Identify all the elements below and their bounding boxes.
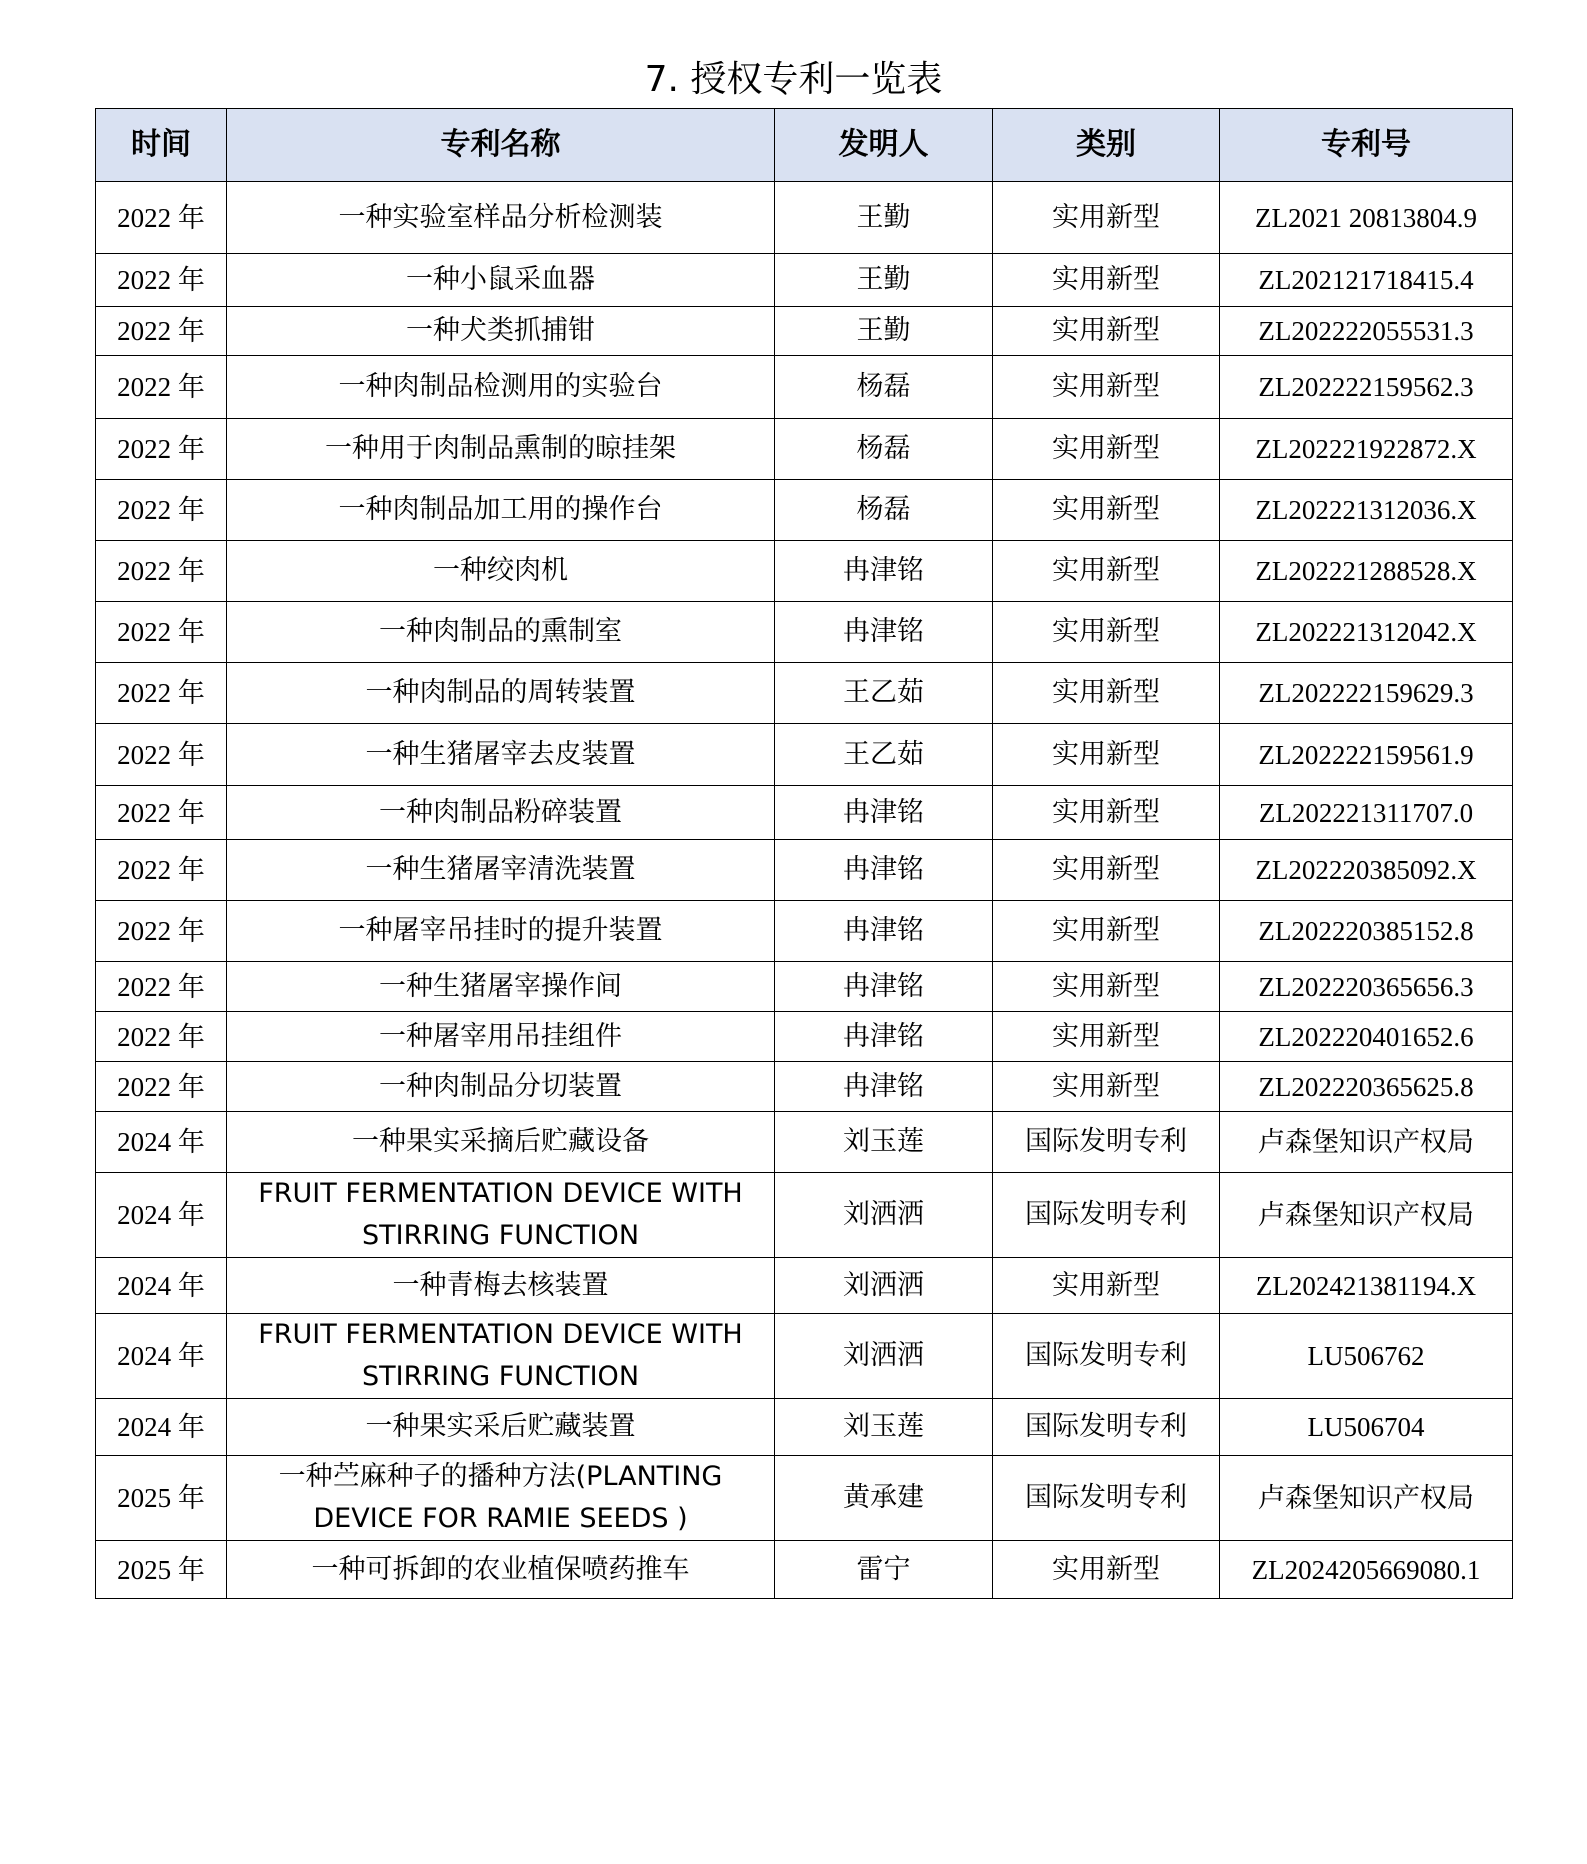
cell-category: 实用新型 bbox=[993, 182, 1220, 254]
cell-inventor: 杨磊 bbox=[775, 356, 993, 419]
table-row bbox=[96, 254, 1513, 307]
cell-time: 2024 年 bbox=[96, 1112, 227, 1173]
table-row bbox=[96, 602, 1513, 663]
cell-patent-number: ZL202221312042.X bbox=[1220, 602, 1513, 663]
cell-patent-name: 一种肉制品的熏制室 bbox=[227, 602, 775, 663]
cell-inventor: 刘玉莲 bbox=[775, 1399, 993, 1456]
cell-inventor: 杨磊 bbox=[775, 480, 993, 541]
cell-category: 实用新型 bbox=[993, 356, 1220, 419]
cell-patent-number: LU506704 bbox=[1220, 1399, 1513, 1456]
cell-time: 2022 年 bbox=[96, 840, 227, 901]
cell-patent-name: 一种可拆卸的农业植保喷药推车 bbox=[227, 1541, 775, 1599]
cell-category: 实用新型 bbox=[993, 254, 1220, 307]
cell-patent-name: 一种犬类抓捕钳 bbox=[227, 307, 775, 356]
cell-category: 实用新型 bbox=[993, 541, 1220, 602]
cell-time: 2022 年 bbox=[96, 962, 227, 1012]
cell-patent-name: 一种小鼠采血器 bbox=[227, 254, 775, 307]
cell-inventor: 冉津铭 bbox=[775, 602, 993, 663]
cell-inventor: 王乙茹 bbox=[775, 724, 993, 786]
cell-inventor: 刘洒洒 bbox=[775, 1258, 993, 1314]
cell-patent-name: FRUIT FERMENTATION DEVICE WITH STIRRING FUNCTION bbox=[227, 1173, 775, 1258]
cell-patent-number: ZL202220385092.X bbox=[1220, 840, 1513, 901]
cell-patent-number: ZL202221922872.X bbox=[1220, 419, 1513, 480]
cell-time: 2025 年 bbox=[96, 1456, 227, 1541]
cell-category: 实用新型 bbox=[993, 962, 1220, 1012]
cell-patent-number: ZL202221288528.X bbox=[1220, 541, 1513, 602]
cell-category: 国际发明专利 bbox=[993, 1456, 1220, 1541]
cell-patent-number: ZL202221311707.0 bbox=[1220, 786, 1513, 840]
cell-patent-name: 一种肉制品粉碎装置 bbox=[227, 786, 775, 840]
header-category: 类别 bbox=[993, 109, 1220, 182]
header-patent-name: 专利名称 bbox=[227, 109, 775, 182]
cell-inventor: 杨磊 bbox=[775, 419, 993, 480]
cell-inventor: 冉津铭 bbox=[775, 962, 993, 1012]
cell-time: 2022 年 bbox=[96, 254, 227, 307]
cell-category: 实用新型 bbox=[993, 1258, 1220, 1314]
cell-patent-number: 卢森堡知识产权局 bbox=[1220, 1456, 1513, 1541]
table-row bbox=[96, 1258, 1513, 1314]
cell-time: 2022 年 bbox=[96, 182, 227, 254]
cell-time: 2022 年 bbox=[96, 602, 227, 663]
cell-patent-number: ZL202222159629.3 bbox=[1220, 663, 1513, 724]
cell-category: 实用新型 bbox=[993, 602, 1220, 663]
header-patent-number: 专利号 bbox=[1220, 109, 1513, 182]
cell-patent-number: ZL202220401652.6 bbox=[1220, 1012, 1513, 1062]
cell-patent-name: 一种实验室样品分析检测装 bbox=[227, 182, 775, 254]
table-row bbox=[96, 1314, 1513, 1399]
cell-patent-name: 一种青梅去核装置 bbox=[227, 1258, 775, 1314]
cell-inventor: 王乙茹 bbox=[775, 663, 993, 724]
cell-category: 实用新型 bbox=[993, 724, 1220, 786]
cell-inventor: 冉津铭 bbox=[775, 840, 993, 901]
cell-patent-name: 一种果实采摘后贮藏设备 bbox=[227, 1112, 775, 1173]
cell-category: 实用新型 bbox=[993, 480, 1220, 541]
table-row bbox=[96, 786, 1513, 840]
table-row bbox=[96, 901, 1513, 962]
cell-inventor: 王勤 bbox=[775, 254, 993, 307]
cell-patent-number: ZL202220365656.3 bbox=[1220, 962, 1513, 1012]
cell-patent-name: 一种生猪屠宰操作间 bbox=[227, 962, 775, 1012]
cell-inventor: 雷宁 bbox=[775, 1541, 993, 1599]
header-inventor: 发明人 bbox=[775, 109, 993, 182]
page-title: 7. 授权专利一览表 bbox=[644, 59, 943, 100]
cell-time: 2024 年 bbox=[96, 1399, 227, 1456]
cell-patent-name: 一种肉制品加工用的操作台 bbox=[227, 480, 775, 541]
cell-time: 2022 年 bbox=[96, 356, 227, 419]
cell-patent-number: 卢森堡知识产权局 bbox=[1220, 1173, 1513, 1258]
cell-patent-number: ZL202121718415.4 bbox=[1220, 254, 1513, 307]
cell-patent-number: ZL202220365625.8 bbox=[1220, 1062, 1513, 1112]
cell-inventor: 冉津铭 bbox=[775, 786, 993, 840]
cell-patent-name: 一种苎麻种子的播种方法(PLANTING DEVICE FOR RAMIE SEEDS ) bbox=[227, 1456, 775, 1541]
cell-patent-name: 一种生猪屠宰清洗装置 bbox=[227, 840, 775, 901]
cell-time: 2022 年 bbox=[96, 1062, 227, 1112]
cell-time: 2022 年 bbox=[96, 541, 227, 602]
cell-patent-number: ZL202222055531.3 bbox=[1220, 307, 1513, 356]
cell-patent-name: 一种用于肉制品熏制的晾挂架 bbox=[227, 419, 775, 480]
cell-category: 实用新型 bbox=[993, 786, 1220, 840]
cell-category: 实用新型 bbox=[993, 1541, 1220, 1599]
cell-time: 2022 年 bbox=[96, 901, 227, 962]
table-row bbox=[96, 840, 1513, 901]
cell-category: 国际发明专利 bbox=[993, 1112, 1220, 1173]
cell-category: 实用新型 bbox=[993, 840, 1220, 901]
cell-patent-name: 一种生猪屠宰去皮装置 bbox=[227, 724, 775, 786]
cell-category: 国际发明专利 bbox=[993, 1173, 1220, 1258]
cell-category: 实用新型 bbox=[993, 1062, 1220, 1112]
table-row bbox=[96, 307, 1513, 356]
cell-patent-name: 一种屠宰用吊挂组件 bbox=[227, 1012, 775, 1062]
cell-patent-number: ZL202421381194.X bbox=[1220, 1258, 1513, 1314]
patent-table bbox=[95, 108, 1513, 1599]
cell-patent-number: LU506762 bbox=[1220, 1314, 1513, 1399]
cell-time: 2022 年 bbox=[96, 786, 227, 840]
table-row bbox=[96, 1112, 1513, 1173]
table-row bbox=[96, 1456, 1513, 1541]
table-header-row bbox=[96, 109, 1513, 182]
cell-inventor: 王勤 bbox=[775, 307, 993, 356]
cell-inventor: 刘洒洒 bbox=[775, 1173, 993, 1258]
cell-inventor: 冉津铭 bbox=[775, 541, 993, 602]
cell-time: 2022 年 bbox=[96, 480, 227, 541]
cell-patent-name: 一种肉制品检测用的实验台 bbox=[227, 356, 775, 419]
header-time: 时间 bbox=[96, 109, 227, 182]
table-row bbox=[96, 1399, 1513, 1456]
cell-time: 2022 年 bbox=[96, 1012, 227, 1062]
cell-time: 2024 年 bbox=[96, 1258, 227, 1314]
cell-time: 2022 年 bbox=[96, 307, 227, 356]
table-row bbox=[96, 541, 1513, 602]
cell-time: 2022 年 bbox=[96, 663, 227, 724]
cell-inventor: 冉津铭 bbox=[775, 901, 993, 962]
cell-inventor: 黄承建 bbox=[775, 1456, 993, 1541]
cell-time: 2024 年 bbox=[96, 1173, 227, 1258]
cell-category: 实用新型 bbox=[993, 901, 1220, 962]
table-row bbox=[96, 356, 1513, 419]
cell-time: 2024 年 bbox=[96, 1314, 227, 1399]
cell-category: 实用新型 bbox=[993, 419, 1220, 480]
cell-patent-name: FRUIT FERMENTATION DEVICE WITH STIRRING FUNCTION bbox=[227, 1314, 775, 1399]
cell-inventor: 刘玉莲 bbox=[775, 1112, 993, 1173]
cell-category: 国际发明专利 bbox=[993, 1399, 1220, 1456]
cell-patent-number: ZL202221312036.X bbox=[1220, 480, 1513, 541]
table-row bbox=[96, 182, 1513, 254]
table-row bbox=[96, 1012, 1513, 1062]
cell-inventor: 冉津铭 bbox=[775, 1062, 993, 1112]
table-row bbox=[96, 1541, 1513, 1599]
cell-time: 2022 年 bbox=[96, 419, 227, 480]
cell-category: 实用新型 bbox=[993, 663, 1220, 724]
cell-patent-number: ZL202222159561.9 bbox=[1220, 724, 1513, 786]
cell-category: 国际发明专利 bbox=[993, 1314, 1220, 1399]
table-row bbox=[96, 663, 1513, 724]
table-row bbox=[96, 962, 1513, 1012]
cell-patent-name: 一种肉制品分切装置 bbox=[227, 1062, 775, 1112]
cell-time: 2022 年 bbox=[96, 724, 227, 786]
table-row bbox=[96, 1173, 1513, 1258]
cell-patent-number: 卢森堡知识产权局 bbox=[1220, 1112, 1513, 1173]
cell-patent-number: ZL202220385152.8 bbox=[1220, 901, 1513, 962]
cell-patent-name: 一种屠宰吊挂时的提升装置 bbox=[227, 901, 775, 962]
table-row bbox=[96, 480, 1513, 541]
table-row bbox=[96, 1062, 1513, 1112]
cell-patent-number: ZL202222159562.3 bbox=[1220, 356, 1513, 419]
cell-patent-number: ZL2024205669080.1 bbox=[1220, 1541, 1513, 1599]
cell-inventor: 冉津铭 bbox=[775, 1012, 993, 1062]
cell-patent-name: 一种肉制品的周转装置 bbox=[227, 663, 775, 724]
cell-patent-number: ZL2021 20813804.9 bbox=[1220, 182, 1513, 254]
table-row bbox=[96, 419, 1513, 480]
cell-category: 实用新型 bbox=[993, 307, 1220, 356]
table-row bbox=[96, 724, 1513, 786]
cell-patent-name: 一种绞肉机 bbox=[227, 541, 775, 602]
cell-time: 2025 年 bbox=[96, 1541, 227, 1599]
cell-patent-name: 一种果实采后贮藏装置 bbox=[227, 1399, 775, 1456]
cell-inventor: 王勤 bbox=[775, 182, 993, 254]
cell-inventor: 刘洒洒 bbox=[775, 1314, 993, 1399]
table-body bbox=[96, 182, 1513, 1599]
cell-category: 实用新型 bbox=[993, 1012, 1220, 1062]
